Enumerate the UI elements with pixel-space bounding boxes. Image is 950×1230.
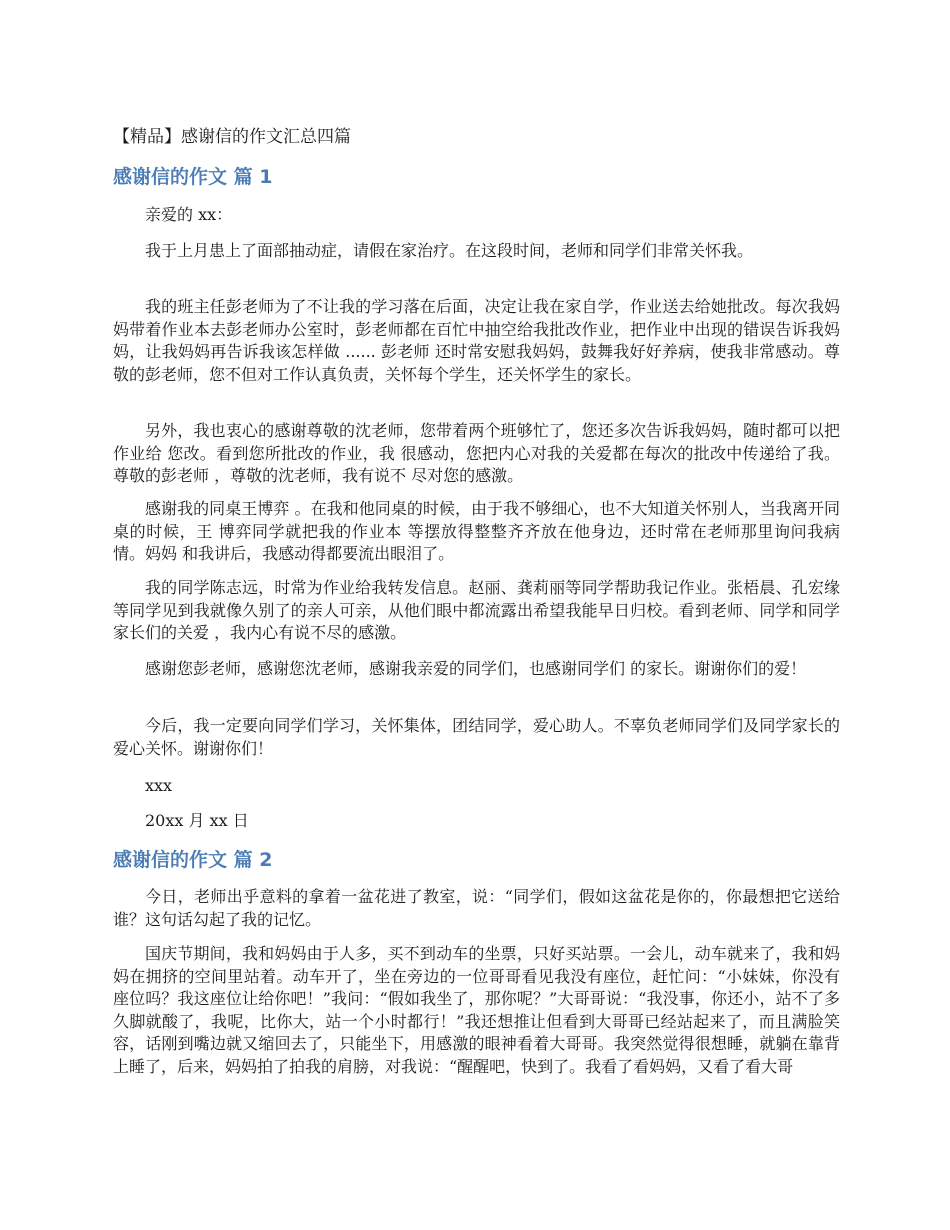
paragraph: 感谢我的同桌王博弈 。在我和他同桌的时候，由于我不够细心，也不大知道关怀别人，当我离开同桌的时候，王 博弈同学就把我的作业本 等摆放得整整齐齐放在他身边，还时常在老师那里询问我病情。妈妈 和我讲后，我感动得都要流出眼泪了。 <box>113 499 840 563</box>
salutation: 亲爱的 xx： <box>145 205 233 224</box>
paragraph: 今后，我一定要向同学们学习，关怀集体，团结同学，爱心助人。不辜负老师同学们及同学家长的爱心关怀。谢谢你们！ <box>113 716 840 758</box>
paragraph: 今日，老师出乎意料的拿着一盆花进了教室，说：“同学们，假如这盆花是你的，你最想把它送给谁？这句话勾起了我的记忆。 <box>113 887 840 929</box>
signature: xxx <box>145 776 173 795</box>
section-heading-1: 感谢信的作文 篇 1 <box>113 166 273 188</box>
paragraph: 感谢您彭老师，感谢您沈老师，感谢我亲爱的同学们，也感谢同学们 的家长。谢谢你们的爱！ <box>145 659 807 678</box>
section-heading-2: 感谢信的作文 篇 2 <box>113 849 273 871</box>
date-line: 20xx 月 xx 日 <box>145 811 249 830</box>
paragraph: 国庆节期间，我和妈妈由于人多，买不到动车的坐票，只好买站票。一会儿，动车就来了，我和妈妈在拥挤的空间里站着。动车开了，坐在旁边的一位哥哥看见我没有座位，赶忙问：“小妹妹，你没有座位吗？我这座位让给你吧！”我问：“假如我坐了，那你呢？”大哥哥说：“我没事，你还小，站不了多久脚就酸了，我呢，比你大，站一个小时都行！”我还想推让但看到大哥哥已经站起来了，而且满脸笑容，话刚到嘴边就又缩回去了，只能坐下，用感激的眼神看着大哥哥。我突然觉得很想睡，就躺在靠背上睡了，后来，妈妈拍了拍我的肩膀，对我说：“醒醒吧，快到了。我看了看妈妈，又看了看大哥 <box>113 944 840 1076</box>
document-title: 【精品】感谢信的作文汇总四篇 <box>113 127 351 147</box>
paragraph: 我的同学陈志远，时常为作业给我转发信息。赵丽、龚莉丽等同学帮助我记作业。张梧晨、孔宏缘等同学见到我就像久别了的亲人可亲，从他们眼中都流露出希望我能早日归校。看到老师、同学和同学家长们的关爱 ，我内心有说不尽的感激。 <box>113 578 840 642</box>
paragraph: 另外，我也衷心的感谢尊敬的沈老师，您带着两个班够忙了，您还多次告诉我妈妈，随时都可以把 作业给 您改。看到您所批改的作业，我 很感动，您把内心对我的关爱都在每次的批改中传递给了我。尊敬的彭老师 ，尊敬的沈老师，我有说不 尽对您的感激。 <box>113 421 840 485</box>
paragraph: 我于上月患上了面部抽动症，请假在家治疗。在这段时间，老师和同学们非常关怀我。 <box>145 241 754 260</box>
paragraph: 我的班主任彭老师为了不让我的学习落在后面，决定让我在家自学，作业送去给她批改。每次我妈妈带着作业本去彭老师办公室时，彭老师都在百忙中抽空给我批改作业，把作业中出现的错误告诉我妈妈，让我妈妈再告诉我该怎样做 ...... 彭老师 还时常安慰我妈妈，鼓舞我好好养病，使我非常感动。尊敬的彭老师，您不但对工作认真负责，关怀每个学生，还关怀学生的家长。 <box>113 297 840 384</box>
